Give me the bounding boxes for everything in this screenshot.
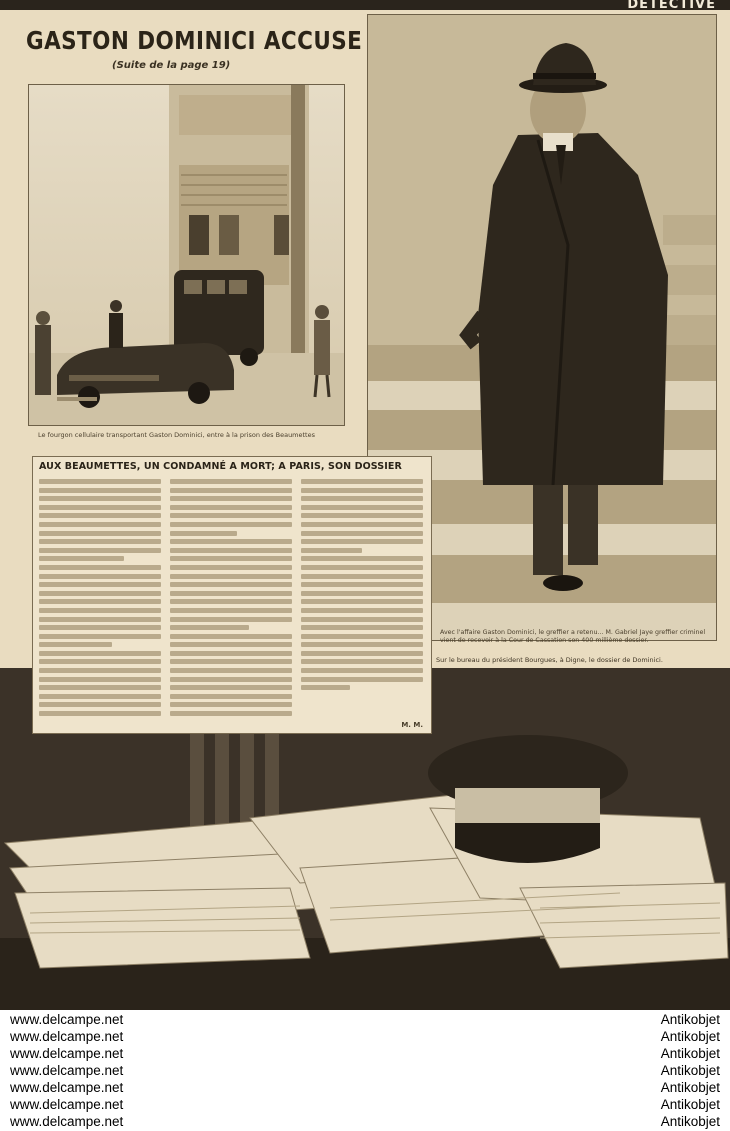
watermark-seller: Antikobjet — [660, 1046, 720, 1061]
top-band — [0, 0, 730, 10]
court-files-caption: Sur le bureau du président Bourgues, à Digne, le dossier de Dominici. — [436, 656, 663, 664]
watermark-footer — [0, 1010, 730, 1131]
article-column-3 — [301, 479, 423, 729]
prison-van-photo — [28, 84, 345, 426]
article-column-2 — [170, 479, 292, 729]
article-title: AUX BEAUMETTES, UN CONDAMNÉ A MORT; A PARIS, SON DOSSIER — [39, 461, 402, 472]
man-on-stairs-caption: Avec l'affaire Gaston Dominici, le greffier a retenu... M. Gabriel Jaye greffier criminel vient de recevoir à la Cour de Cassation son 400 millième dossier. — [440, 629, 706, 644]
subhead: (Suite de la page 19) — [112, 60, 231, 71]
article-column-1 — [39, 479, 161, 729]
watermark-seller: Antikobjet — [660, 1029, 720, 1044]
watermark-seller: Antikobjet — [660, 1114, 720, 1129]
article-signature: M. M. — [401, 721, 423, 729]
watermark-url: www.delcampe.net — [10, 1114, 124, 1129]
prison-van-illustration — [29, 85, 344, 425]
watermark-seller: Antikobjet — [660, 1080, 720, 1095]
watermark-url: www.delcampe.net — [10, 1063, 124, 1078]
watermark-url: www.delcampe.net — [10, 1046, 124, 1061]
watermark-url: www.delcampe.net — [10, 1080, 124, 1095]
watermark-seller: Antikobjet — [660, 1012, 720, 1027]
watermark-seller: Antikobjet — [660, 1097, 720, 1112]
article-box — [32, 456, 432, 734]
prison-van-caption: Le fourgon cellulaire transportant Gaston Dominici, entre à la prison des Beaumettes — [38, 431, 315, 439]
top-band-text: DETECTIVE — [627, 0, 716, 12]
watermark-seller: Antikobjet — [660, 1063, 720, 1078]
watermark-url: www.delcampe.net — [10, 1029, 124, 1044]
headline: GASTON DOMINICI ACCUSE — [26, 26, 363, 55]
watermark-url: www.delcampe.net — [10, 1097, 124, 1112]
watermark-url: www.delcampe.net — [10, 1012, 124, 1027]
